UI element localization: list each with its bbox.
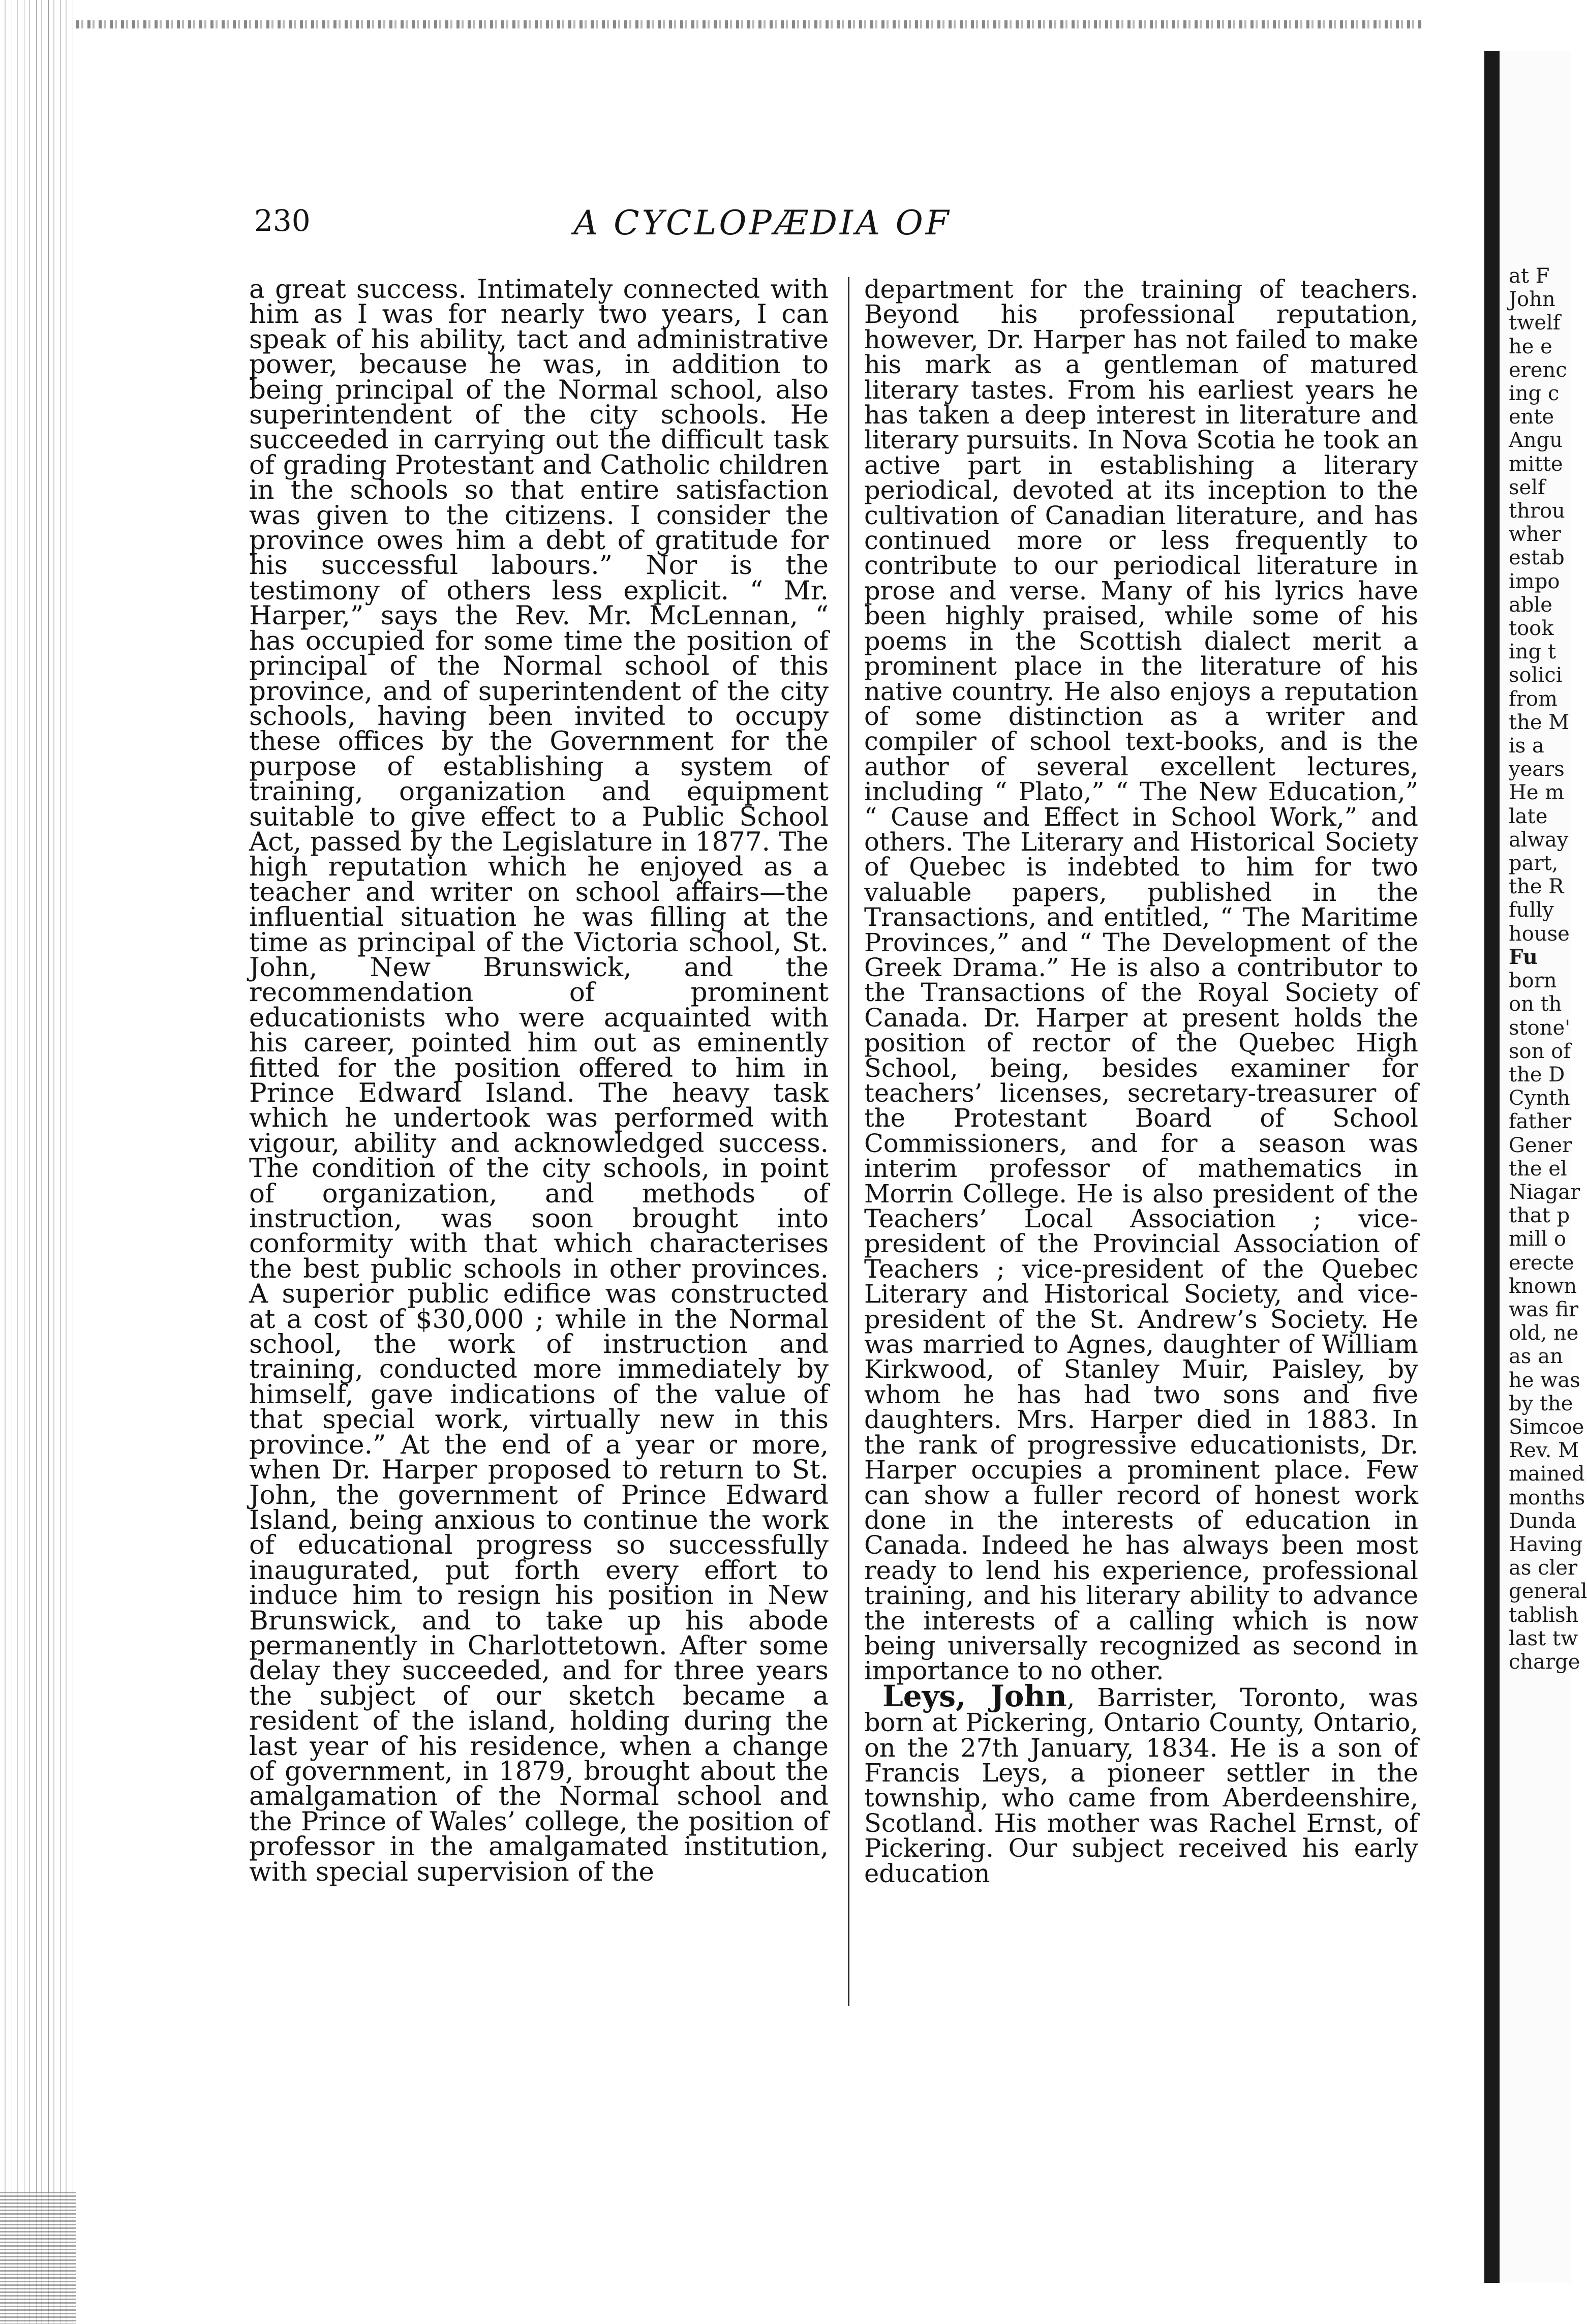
column-rule bbox=[848, 277, 849, 2006]
facing-page-fragment: Gener bbox=[1509, 1133, 1572, 1157]
facing-page-fragment: part, bbox=[1509, 852, 1559, 876]
facing-page-fragment: took bbox=[1509, 617, 1554, 641]
facing-page-fragment: Niagar bbox=[1509, 1180, 1580, 1204]
biography-entry-leys bbox=[864, 1678, 1419, 1888]
facing-page-fragment: the D bbox=[1509, 1063, 1565, 1086]
facing-page-fragment: known bbox=[1509, 1274, 1577, 1298]
right-column bbox=[864, 277, 1418, 1886]
facing-page-fragment: on th bbox=[1509, 992, 1562, 1016]
facing-page-fragment: John bbox=[1509, 288, 1555, 312]
facing-page-fragment: as cler bbox=[1509, 1556, 1578, 1580]
left-column bbox=[249, 274, 829, 1887]
facing-page-fragment: stone' bbox=[1509, 1016, 1571, 1040]
page-fold-shadow bbox=[1484, 51, 1500, 2283]
running-head: A CYCLOPÆDIA OF bbox=[573, 203, 952, 243]
facing-page-fragment: mill o bbox=[1509, 1227, 1567, 1251]
facing-page-fragment: throu bbox=[1509, 499, 1565, 523]
entry-text: , Barrister, Toronto, was born at Pickering, Ontario County, Ontario, on the 27th January, 1834. He is a son of Francis Leys, a pioneer settler in the township, who came from Aberdeenshire, Scotland. His mother was Rachel Ernst, of Pickering. Our subject received his early education bbox=[864, 1682, 1419, 1888]
page-edge-top bbox=[76, 20, 1423, 28]
facing-page-fragment: erecte bbox=[1509, 1251, 1574, 1275]
right-column-text: department for the training of teachers. Beyond his professional reputation, however, Dr. Harper has not failed to make his mark as a gentleman of matured literary tastes. From his earliest years he has taken a deep interest in literature and literary pursuits. In Nova Scotia he took an active part in establishing a literary periodical, devoted at its inception to the cultivation of Canadian literature, and has continued more or less frequently to contribute to our periodical literature in prose and verse. Many of his lyrics have been highly praised, while some of his poems in the Scottish dialect merit a prominent place in the literature of his native country. He also enjoys a reputation of some distinction as a writer and compiler of school text-books, and is the author of several excellent lectures, including “ Plato,” “ The New Education,” “ Cause and Effect in School Work,” and others. The Literary and Historical Society of Quebec is indebted to him for two valuable papers, published in the Transactions, and entitled, “ The Maritime Provinces,” and “ The Development of the Greek Drama.” He is also a contributor to the Transactions of the Royal Society of Canada. Dr. Harper at present holds the position of rector of the Quebec High School, being, besides examiner for teachers’ licenses, secretary-treasurer of the Protestant Board of School Commissioners, and for a season was interim professor of mathematics in Morrin College. He is also president of the Teachers’ Local Association ; vice-president of the Provincial Association of Teachers ; vice-president of the Quebec Literary and Historical Society, and vice-president of the St. Andrew’s Society. He was married to Agnes, daughter of William Kirkwood, of Stanley Muir, Paisley, by whom he has had two sons and five daughters. Mrs. Harper died in 1883. In the rank of progressive educationists, Dr. Harper occupies a prominent place. Few can show a fuller record of honest work done in the interests of education in Canada. Indeed he has always been most ready to lend his experience, professional training, and his literary ability to advance the interests of a calling which is now being universally recognized as second in importance to no other. bbox=[864, 275, 1418, 1686]
facing-page-fragment: father bbox=[1509, 1110, 1572, 1134]
facing-page-fragment: tablish bbox=[1509, 1603, 1579, 1627]
facing-page-fragment: ing c bbox=[1509, 382, 1560, 406]
facing-page-fragment: Cynth bbox=[1509, 1086, 1570, 1110]
facing-page-fragment: self bbox=[1509, 475, 1545, 499]
left-column-text: a great success. Intimately connected with him as I was for nearly two years, I can speak of his ability, tact and administrative power, because he was, in addition to being principal of the Normal school, also superintendent of the city schools. He succeeded in carrying out the difficult task of grading Protestant and Catholic children in the schools so that entire satisfaction was given to the citizens. I consider the province owes him a debt of gratitude for his successful labours.” Nor is the testimony of others less explicit. “ Mr. Harper,” says the Rev. Mr. McLennan, “ has occupied for some time the position of principal of the Normal school of this province, and of superintendent of the city schools, having been invited to occupy these offices by the Government for the purpose of establishing a system of training, organization and equipment suitable to give effect to a Public School Act, passed by the Legislature in 1877. The high reputation which he enjoyed as a teacher and writer on school affairs—the influential situation he was filling at the time as principal of the Victoria school, St. John, New Brunswick, and the recommendation of prominent educationists who were acquainted with his career, pointed him out as eminently fitted for the position offered to him in Prince Edward Island. The heavy task which he undertook was performed with vigour, ability and acknowledged success. The condition of the city schools, in point of organization, and methods of instruction, was soon brought into conformity with that which characterises the best public schools in other provinces. A superior public edifice was constructed at a cost of $30,000 ; while in the Normal school, the work of instruction and training, conducted more immediately by himself, gave indications of the value of that special work, virtually new in this province.” At the end of a year or more, when Dr. Harper proposed to return to St. John, the government of Prince Edward Island, being anxious to continue the work of educational progress so successfully inaugurated, put forth every effort to induce him to resign his position in New Brunswick, and to take up his abode permanently in Charlottetown. After some delay they succeeded, and for three years the subject of our sketch became a resident of the island, holding during the last year of his residence, when a change of government, in 1879, brought about the amalgamation of the Normal school and the Prince of Wales’ college, the position of professor in the amalgamated institution, with special supervision of the bbox=[249, 274, 829, 1887]
entry-heading: Leys, John bbox=[882, 1678, 1067, 1713]
facing-page-strip bbox=[1500, 51, 1587, 2283]
facing-page-fragment: charge bbox=[1509, 1650, 1580, 1674]
facing-page-fragment: son of bbox=[1509, 1039, 1571, 1063]
facing-page-fragment: ing t bbox=[1509, 640, 1556, 664]
facing-page-fragment: ente bbox=[1509, 405, 1554, 429]
facing-page-fragment: general bbox=[1509, 1580, 1587, 1604]
facing-page-fragment: Dunda bbox=[1509, 1509, 1577, 1533]
facing-page-fragment: the M bbox=[1509, 710, 1570, 734]
facing-page-fragment: old, ne bbox=[1509, 1321, 1579, 1345]
facing-page-fragment: twelf bbox=[1509, 311, 1561, 335]
facing-page-fragment: Simcoe bbox=[1509, 1415, 1584, 1439]
facing-page-fragment: alway bbox=[1509, 828, 1569, 852]
facing-page-fragment: years bbox=[1509, 758, 1565, 781]
facing-page-fragment: Rev. M bbox=[1509, 1439, 1579, 1463]
facing-page-fragment: is a bbox=[1509, 734, 1544, 758]
facing-page-fragment: impo bbox=[1509, 569, 1560, 593]
facing-page-fragment: from bbox=[1509, 687, 1558, 711]
facing-page-fragment: estab bbox=[1509, 546, 1565, 570]
facing-page-fragment: house bbox=[1509, 922, 1570, 946]
facing-page-fragment: was fir bbox=[1509, 1297, 1579, 1321]
facing-page-fragment: born bbox=[1509, 969, 1557, 993]
facing-page-fragment: the el bbox=[1509, 1157, 1567, 1181]
facing-page-fragment: months bbox=[1509, 1486, 1585, 1510]
facing-page-fragment: He m bbox=[1509, 781, 1565, 805]
facing-page-fragment: late bbox=[1509, 804, 1548, 828]
facing-page-fragment: as an bbox=[1509, 1345, 1563, 1369]
facing-page-fragment: he was bbox=[1509, 1368, 1580, 1392]
binding-gutter bbox=[0, 0, 76, 2324]
facing-page-fragment: at F bbox=[1509, 264, 1550, 288]
facing-page-fragment: able bbox=[1509, 593, 1552, 617]
facing-page-fragment: by the bbox=[1509, 1392, 1573, 1415]
facing-page-fragment: erenc bbox=[1509, 358, 1567, 382]
facing-page-fragment: wher bbox=[1509, 523, 1561, 547]
facing-page-fragment: Having bbox=[1509, 1532, 1583, 1556]
facing-page-fragment: he e bbox=[1509, 335, 1552, 358]
facing-page-fragment: Fu bbox=[1509, 945, 1538, 969]
facing-page-fragment: fully bbox=[1509, 898, 1554, 922]
facing-page-fragment: last tw bbox=[1509, 1626, 1578, 1650]
facing-page-fragment: that p bbox=[1509, 1204, 1570, 1228]
page-number: 230 bbox=[254, 203, 311, 238]
facing-page-fragment: Angu bbox=[1509, 429, 1563, 452]
facing-page-fragment: solici bbox=[1509, 663, 1563, 687]
facing-page-fragment: the R bbox=[1509, 875, 1564, 899]
facing-page-fragment: mained bbox=[1509, 1462, 1585, 1486]
facing-page-fragment: mitte bbox=[1509, 452, 1563, 476]
